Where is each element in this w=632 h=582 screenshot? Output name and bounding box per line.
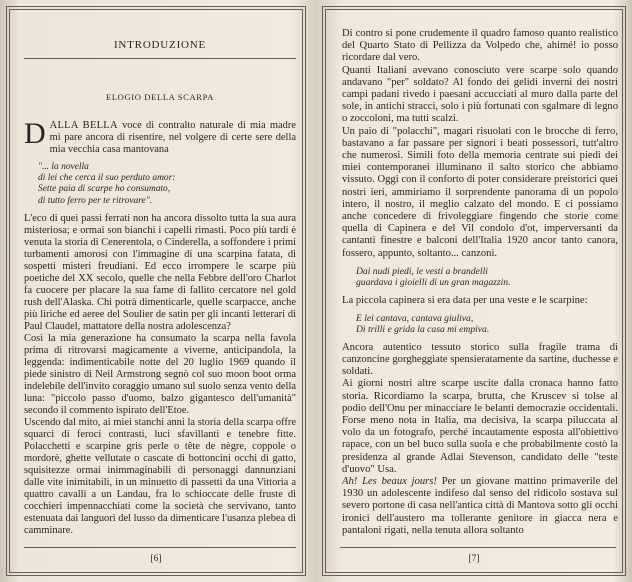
section-header: INTRODUZIONE	[24, 32, 296, 59]
paragraph: Quanti Italiani avevano conosciuto vere scarpe solo quando andavano "per" soldato? Al fondo dei gelidi inverni dei nostri campi padani rivedo i paesani accucciati al muro dalla parte del sole, in antichi stracci, solo i più fortunati con sgalmare di legno o zoccoloni, ma tutti scalzi.	[342, 64, 618, 125]
page-number: [6]	[150, 553, 162, 564]
footer-rule	[24, 547, 296, 548]
page-number: [7]	[468, 553, 480, 564]
italic-phrase: Ah! Les beaux jours!	[342, 475, 437, 487]
paragraph: Di contro si pone crudemente il quadro famoso quanto realistico del Quarto Stato di Pellizza da Volpedo che, ahimé! io posso ricordare dal vero.	[342, 28, 618, 64]
footer-rule	[340, 547, 616, 548]
paragraph: Ancora autentico tessuto storico sulla fragile trama di canzoncine gorgheggiate spensieratamente da sartine, duchesse e soldati.	[342, 341, 618, 378]
verse-quote: "... la novella di lei che cerca il suo perduto amor: Sette paia di scarpe ho consumato, di tutto ferro per te ritrovare".	[38, 162, 176, 206]
left-page-body	[24, 117, 296, 537]
opening-paragraph	[24, 117, 296, 156]
paragraph: Uscendo dal mito, ai miei stanchi anni la storia della scarpa offre squarci di feroci contrasti, luci sfavillanti e tenebre fitte. Polacchetti e scarpine gris perle o tête de nègre, coppole o mordorè, ghette vellutate o cascate di bottoncini occhi di gatto, squisitezze ormai inimmaginabili di personaggi dannunziani dalle vite inimitabili, in un minuetto di passetti da una Vittoria a quattro cavalli a un Landau, fra lo schioccate delle fruste di cocchieri impennacchiati come la società che servivano, tanto estenuata dai languori del lusso da dimenticare l'usanza plebea di camminare.	[24, 417, 296, 537]
paragraph-text: Per un giovane mattino primaverile del 1930 un adolescente indifeso dal senso del ridicolo sostava sul severo portone di casa nell'antica città di Mantova sotto gli occhi ironici dell'austero ma tollerante genitore in giacca nera e pantaloni rigati, nella tenuta allora soltanto	[342, 475, 618, 536]
paragraph: La piccola capinera si era data per una veste e le scarpine:	[342, 294, 588, 306]
right-page-body	[342, 28, 618, 537]
paragraph: Ai giorni nostri altre scarpe uscite dalla cronaca hanno fatto storia. Ricordiamo la scarpa, brutta, che Kruscev si tolse al podio dell'Onu per minacciare le belanti democrazie occidentali. Forse meno nota in Italia, ma decisiva, la scarpa piluccata al volo da un fotografo, perché incautamente esposta all'obiettivo rapace, con un bel buco sulla suola e che probabilmente costò la presidenza al grande Adlai Stevenson, candidato delle "teste d'uovo" Usa.	[342, 378, 618, 475]
right-page	[322, 6, 626, 576]
paragraph-text: voce di contralto naturale di mia madre mi pare ancora di risentire, nel volgere di certe sere della mia vecchia casa mantovana	[49, 120, 296, 156]
drop-cap: D	[24, 117, 46, 150]
paragraph: L'eco di quei passi ferrati non ha ancora dissolto tutta la sua aura misteriosa; e ormai son bianchi i capelli rimasti. Poco più tardi è venuta la storia di Cenerentola, o Cinderella, a soffondere i primi turbamenti amorosi con l'immagine di una scarpina fatata, di sospetti misteri freudiani. Ed ecco irrompere le scarpe più poetiche del XX secolo, quelle che nella Febbre dell'oro Charlot fa cuocere per placare la sua fame di fallito cercatore nel gold rush dell'Alaska. Chi potrà dimenticarle, quelle scarpacce, anche più liriche ed aeree del Soulier de satin per gli incanti letterari di Paul Claudel, mattatore della nostra adolescenza?	[24, 212, 296, 333]
left-page	[6, 6, 306, 576]
chapter-subtitle: ELOGIO DELLA SCARPA	[105, 92, 214, 102]
paragraph: Un paio di "polacchi", magari risuolati con le brocche di ferro, bastavano a far passare per signori i beati possessori, tutt'altro che numerosi. Simili foto della memoria centrate sui piedi dei miei contemporanei illuminano il salto storico che abbiamo vissuto. Oggi con il conforto di poter considerare preistorici quei nostri ieri, ammiriamo il sorprendente panorama di un popolo intero, il nostro, il meglio calzato del mondo. E ci possiamo anche concedere di frivoleggiare fingendo che storie come quella di Capinera e del Vil condolo d'ot, imperversanti da cantanti finestre e balconi dell'Italia 1920 ancor tanto canora, fossero, appunto, soltanto... canzoni.	[342, 125, 618, 259]
paragraph	[342, 476, 618, 537]
verse-quote: Dai nudi piedi, le vesti a brandelli guardava i gioielli di un gran magazzin.	[356, 265, 511, 289]
verse-quote: E lei cantava, cantava giuliva, Di trilli e grida la casa mi empiva.	[356, 312, 490, 336]
opening-caps: ALLA BELLA	[49, 120, 118, 131]
paragraph: Così la mia generazione ha consumato la scarpa nella favola prima di ritrovarsi magicamente a viverne, anticipandola, la leggenda: indimenticabile notte del 20 luglio 1969 quando il piede sinistro di Neil Armstrong segnò col suo moon boot orma indelebile dell'invito coraggio umano sul suolo senza vento della luna: "piccolo passo d'uomo, balzo gigantesco dell'umanità" secondo il commento ispirato dell'Etoe.	[24, 333, 296, 417]
